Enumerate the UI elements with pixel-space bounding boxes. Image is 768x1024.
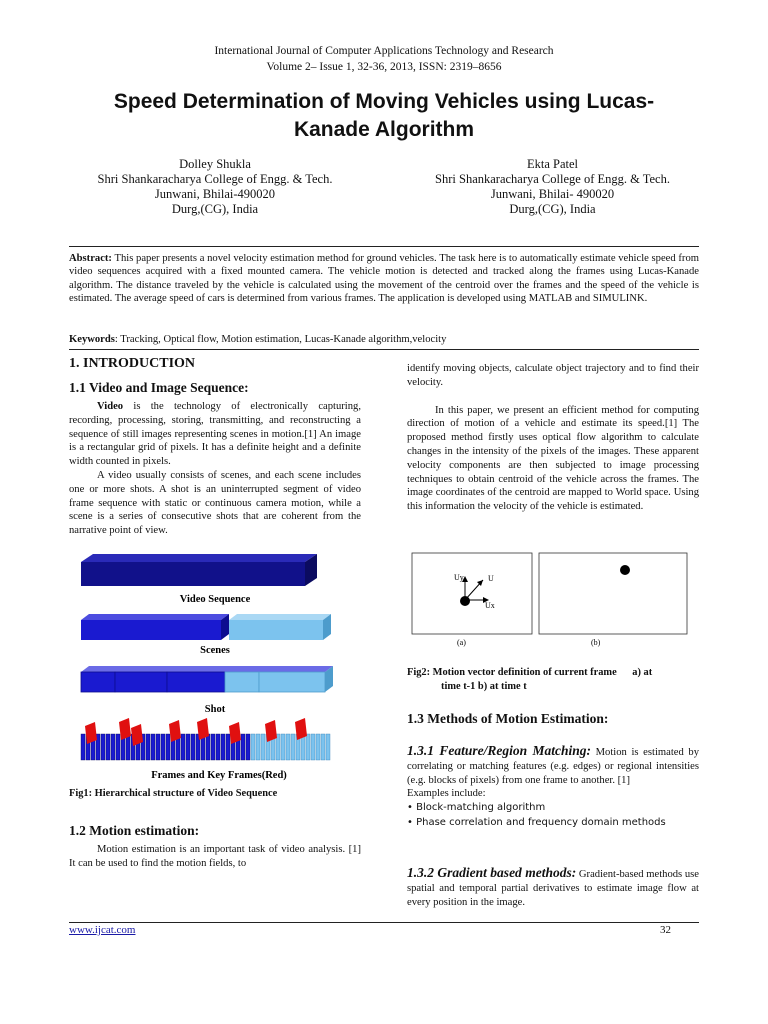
paragraph-video [69, 400, 361, 469]
right-paragraphs [407, 362, 699, 514]
abstract-label: Abstract: [69, 253, 112, 264]
centroid-frame-b [620, 565, 630, 575]
section-1-3-1-heading: 1.3.1 Feature/Region Matching: [407, 743, 591, 758]
bullet-block-matching: • Block-matching algorithm [407, 802, 546, 814]
fig1-caption: Fig1: Hierarchical structure of Video Sequence [69, 788, 278, 799]
author-name: Ekta Patel [526, 157, 579, 171]
video-sequence-block [81, 554, 317, 586]
paragraph-video-text: is the technology of electronically capturing, recording, processing, storing, transmitting, and reconstructing a sequence of still images representing scenes in motion.[1] An image is a rectangular grid of pixels. It has a definite height and a definite width counted in pixels. [69, 401, 361, 468]
author-affiliation: Shri Shankaracharya College of Engg. & Tech. [97, 172, 333, 186]
intro-heading: 1. INTRODUCTION [69, 356, 196, 371]
keywords [69, 333, 699, 346]
page-number: 32 [660, 924, 671, 936]
left-paragraphs [69, 400, 361, 538]
section-1-3-2-text: Gradient-based methods use spatial and temporal partial derivatives to estimate image flow at every position in the image. [407, 869, 699, 908]
author-1 [70, 157, 360, 217]
abstract-text: This paper presents a novel velocity estimation method for ground vehicles. The task here is to automatically estimate vehicle speed from video sequences acquired with a fixed mounted camera. The vehicle motion is detected and tracked along the frames using Lucas-Kanade algorithm. The distance traveled by the vehicle is calculated using the movement of the centroid over the frames and the speed of the vehicle is estimated. The average speed of cars is determined from various frames. The application is developed using MATLAB and SIMULINK. [69, 253, 699, 304]
shot-label: Shot [204, 704, 226, 715]
frame-a [412, 553, 532, 634]
journal-name: International Journal of Computer Applications Technology and Research [214, 45, 554, 57]
section-1-3-1-text: Motion is estimated by correlating or matching features (e.g. edges) or regional intensities (e.g. blocks of pixels) from one frame to another. [1] [407, 747, 700, 786]
author-address: Junwani, Bhilai- 490020 [490, 187, 615, 201]
fig2-caption-line-2: time t-1 b) at time t [441, 681, 527, 692]
abstract [69, 252, 699, 305]
frames-label: Frames and Key Frames(Red) [151, 770, 287, 781]
author-name: Dolley Shukla [179, 157, 251, 171]
frame-b-label: (b) [591, 638, 601, 647]
keywords-text: : Tracking, Optical flow, Motion estimation, Lucas-Kanade algorithm,velocity [114, 334, 447, 345]
paragraph-scenes: A video usually consists of scenes, and each scene includes one or more shots. A shot is an uninterrupted segment of video frame sequence with static or continuous camera motion, while a scene is a series of consecutive shots that are coherent from the narrative point of view. [69, 469, 361, 537]
ux-label: Ux [485, 601, 495, 610]
section-1-2-heading: 1.2 Motion estimation: [69, 823, 200, 838]
paper-title [40, 88, 728, 144]
fig1-hierarchy-diagram [69, 550, 369, 786]
section-1-3-2 [407, 866, 699, 909]
scenes-blocks [81, 614, 331, 640]
section-1-3-heading: 1.3 Methods of Motion Estimation: [407, 711, 609, 726]
paragraph-motion: Motion estimation is an important task of video analysis. [1] It can be used to find the motion fields, to [69, 844, 361, 869]
author-2 [405, 157, 700, 217]
keywords-label: Keywords [69, 334, 115, 345]
bullet-phase-correlation: • Phase correlation and frequency domain methods [407, 816, 666, 828]
fig2-caption-line-1: Fig2: Motion vector definition of current frame a) at [407, 667, 653, 678]
video-term: Video [97, 401, 124, 412]
author-location: Durg,(CG), India [171, 202, 259, 216]
video-sequence-label: Video Sequence [179, 594, 251, 605]
title-line-2: Kanade Algorithm [293, 118, 475, 141]
section-1-3-1 [407, 744, 699, 830]
author-location: Durg,(CG), India [509, 202, 596, 216]
footer-website-link[interactable]: www.ijcat.com [69, 924, 136, 936]
section-1-3-2-heading: 1.3.2 Gradient based methods: [407, 865, 577, 880]
top-rule [69, 246, 699, 247]
paragraph-identify: identify moving objects, calculate object trajectory and to find their velocity. [407, 363, 699, 388]
title-line-1: Speed Determination of Moving Vehicles using Lucas- [113, 90, 655, 113]
frame-a-label: (a) [457, 638, 466, 647]
scenes-label: Scenes [200, 645, 230, 656]
examples-label: Examples include: [407, 788, 486, 800]
shot-blocks [81, 666, 333, 692]
centroid-frame-a [460, 596, 470, 606]
author-affiliation: Shri Shankaracharya College of Engg. & Tech. [435, 172, 670, 186]
uy-label: Uy [454, 573, 464, 582]
frame-b [539, 553, 687, 634]
paragraph-proposed: In this paper, we present an efficient method for computing direction of motion of a vehicle and estimate its speed.[1] The proposed method firstly uses optical flow algorithm to calculate changes in the intensity of the pixels of the images. These apparent velocity components are then subjected to image processing techniques to obtain centroid of the vehicle across the frames. The image coordinates of the centroid are mapped to World space. Using this information the velocity of the vehicle is estimated. [407, 404, 699, 513]
author-address: Junwani, Bhilai-490020 [154, 187, 276, 201]
u-label: U [488, 574, 494, 583]
section-1-1-heading: 1.1 Video and Image Sequence: [69, 380, 249, 395]
frames-blocks [81, 734, 330, 760]
footer-rule [69, 922, 699, 923]
motion-estimation-paragraph [69, 843, 361, 871]
fig2-motion-vector-diagram [405, 550, 695, 650]
journal-volume: Volume 2– Issue 1, 32-36, 2013, ISSN: 2319–8656 [266, 61, 502, 73]
bottom-rule [69, 349, 699, 350]
